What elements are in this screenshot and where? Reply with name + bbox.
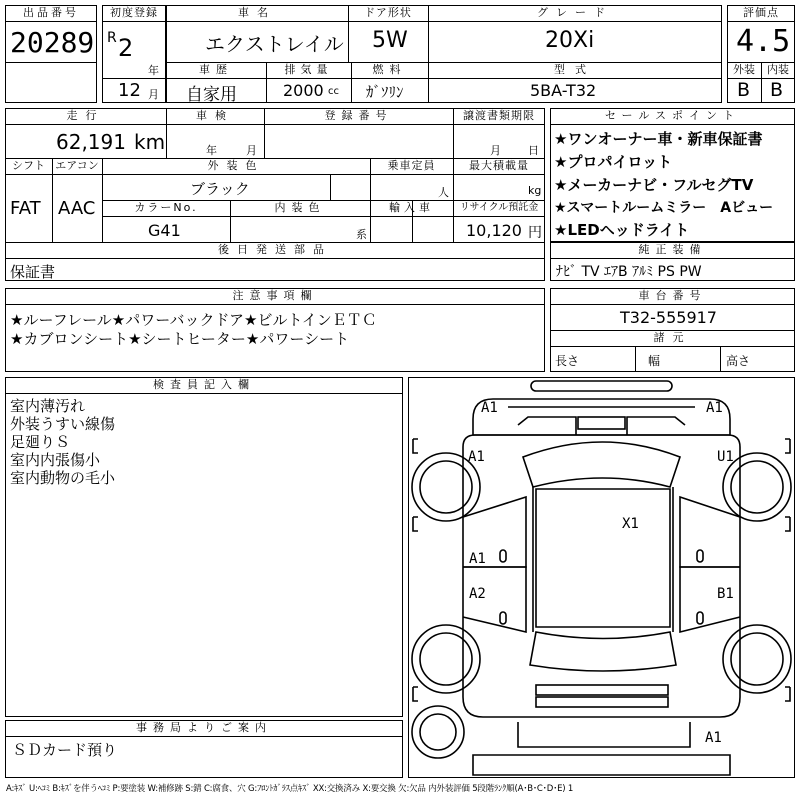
height-label: 高さ [726,354,751,368]
damage-right-rear-door: B1 [717,586,734,602]
displacement: 2000 [283,81,324,100]
equipment: ﾅﾋﾞ TV ｴｱB ｱﾙﾐ PS PW [556,264,702,280]
load-label: 最大積載量 [469,159,529,172]
damage-roof: X1 [622,516,639,532]
inspector-line: 外装うすい線傷 [10,415,116,433]
transfer-label: 譲渡書類期限 [463,109,535,122]
inspection-month-unit: 月 [246,144,257,157]
shift-label: シフト [12,159,45,172]
car-name-label: 車名 [238,6,276,19]
capacity-unit: 人 [438,186,449,199]
first-registration-label: 初度登録 [110,6,158,19]
mileage: 62,191 [56,130,126,154]
inspector-line: 室内動物の毛小 [10,469,116,487]
score: 4.5 [736,24,791,59]
interior-grade: B [770,79,784,101]
transfer-month-unit: 月 [490,144,501,157]
reg-month-unit: 月 [148,88,159,101]
sales-point: ★スマートルームミラー Aビュー [554,200,774,216]
reg-year: 2 [118,34,134,62]
equipment-label: 純正装備 [638,243,707,256]
exterior-grade: B [737,79,751,101]
history: 自家用 [186,85,237,105]
interior-label: 内装 [767,63,789,76]
sales-points-label: セールスポイント [604,109,740,122]
car-diagram [408,377,795,778]
color-no: G41 [148,221,181,240]
interior-color-label: 内装色 [274,201,326,214]
history-label: 車歴 [199,63,233,76]
reg-month: 12 [118,80,141,101]
inspector-line: 室内内張傷小 [10,451,101,469]
sales-point: ★プロパイロット [554,153,673,171]
inspector-line: 足廻りＳ [10,433,71,451]
damage-front-left: A1 [481,400,498,416]
sales-point: ★ワンオーナー車・新車保証書 [554,130,763,148]
width-label: 幅 [648,354,661,368]
displacement-label: 排気量 [284,63,333,76]
color: ブラック [190,180,250,198]
office-note: ＳＤカード預り [12,741,118,759]
sales-point: ★メーカーナビ・フルセグTV [554,176,754,194]
color-no-label: カラーNo. [134,201,198,214]
import-label: 輸入車 [389,201,434,214]
interior-color-unit: 系 [356,228,367,241]
color-label: 外装色 [207,159,265,172]
exterior-label: 外装 [733,63,755,76]
recycle-fee: 10,120 [466,221,522,240]
docs-label: 後日発送部品 [218,243,332,256]
door-label: ドア形状 [364,6,412,19]
ac: AAC [58,198,96,219]
score-label: 評価点 [743,6,779,19]
mileage-label: 走行 [66,109,105,122]
damage-right-fender: U1 [717,449,734,465]
shift: FAT [10,198,41,219]
model-label: 型式 [554,63,596,76]
door: 5W [372,28,408,53]
transfer-day-unit: 日 [528,144,539,157]
office-label: 事務局よりご案内 [136,721,272,734]
chassis-label: 車台番号 [638,289,707,302]
note-line: ★ルーフレール★パワーバックドア★ビルトインＥＴＣ [10,311,377,329]
recycle-label: リサイクル預託金 [459,202,539,213]
grade: 20Xi [545,28,595,53]
capacity-label: 乗車定員 [387,159,436,172]
dims-label: 諸元 [653,331,692,344]
model: 5BA-T32 [530,81,597,100]
plate-label: 登録番号 [324,109,393,122]
reg-year-unit: 年 [148,64,159,77]
damage-rear-bumper: A1 [705,730,722,746]
mileage-unit: km [134,130,166,154]
ac-label: エアコン [55,159,99,172]
notes-label: 注意事項欄 [232,289,318,302]
lot-number: 20289 [10,26,95,59]
era: R [107,30,117,46]
inspection-label: 車検 [196,109,234,122]
note-line: ★カブロンシート★シートヒーター★パワーシート [10,330,350,348]
car-name: エクストレイル [205,32,344,56]
fuel-label: 燃料 [372,63,407,76]
legend: A:ｷｽﾞ U:ﾍｺﾐ B:ｷｽﾞを伴うﾍｺﾐ P:要塗装 W:補修跡 S:錆 C:腐食、穴 G:ﾌﾛﾝﾄｶﾞﾗｽ点ｷｽﾞ XX:交換済み X:要交換 欠:欠品 内外装評価 5段階ﾗﾝｸ順(A･B･C･D･E) 1 [6,784,574,794]
sales-point: ★LEDヘッドライト [554,221,690,239]
length-label: 長さ [555,354,580,368]
displacement-unit: cc [328,86,339,97]
grade-label: グレード [537,6,613,19]
load-unit: kg [528,184,542,197]
recycle-unit: 円 [528,225,542,241]
lot-number-label: 出品番号 [23,6,79,19]
docs: 保証書 [10,263,56,281]
damage-left-rear-door: A2 [469,586,486,602]
inspector-label: 検査員記入欄 [153,378,255,391]
inspection-year-unit: 年 [206,144,217,157]
damage-left-fender: A1 [468,449,485,465]
chassis-number: T32-555917 [620,308,717,327]
fuel: ｶﾞｿﾘﾝ [366,83,404,101]
damage-left-front-door: A1 [469,551,486,567]
damage-front-right: A1 [706,400,723,416]
inspector-line: 室内薄汚れ [10,397,86,415]
